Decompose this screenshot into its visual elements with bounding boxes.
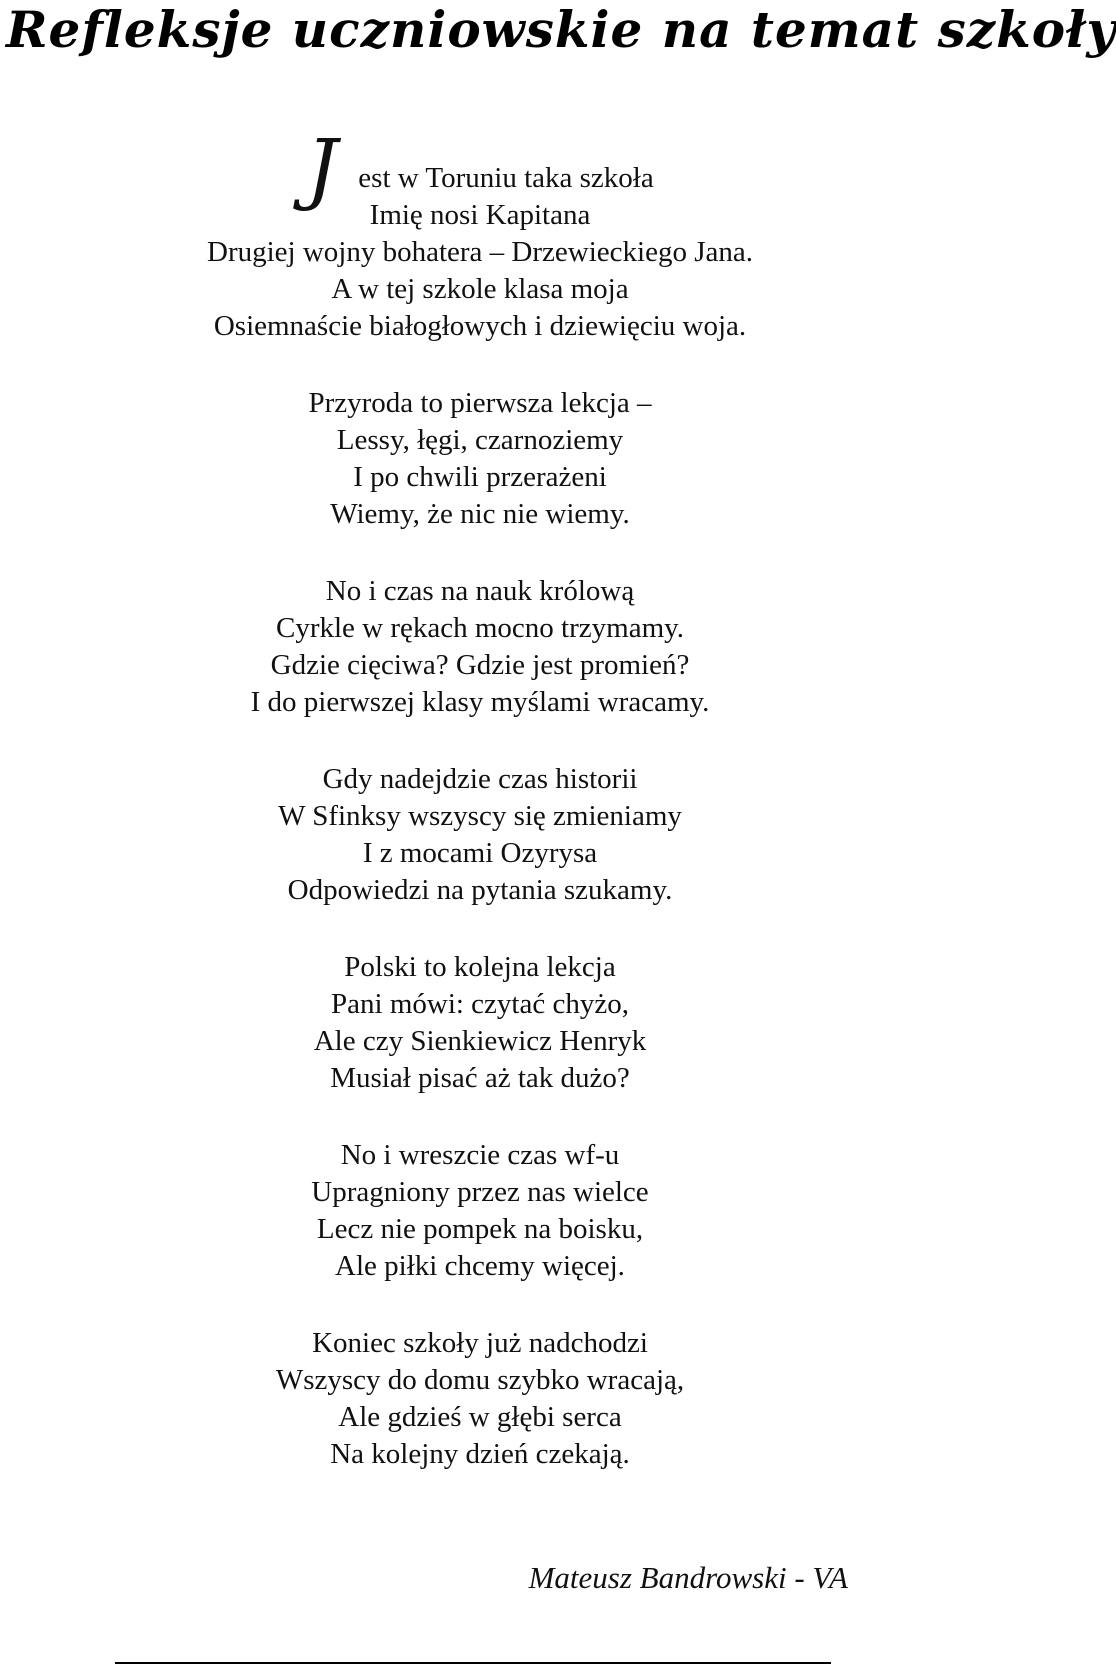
poem-line: I z mocami Ozyrysa: [362, 837, 598, 869]
poem-line: Drugiej wojny bohatera – Drzewieckiego Jana.: [207, 236, 753, 268]
stanza: [0, 385, 960, 533]
poem-line: Wiemy, że nic nie wiemy.: [330, 498, 630, 530]
poem-line: I po chwili przerażeni: [353, 461, 607, 493]
poem-line: No i czas na nauk królową: [325, 575, 635, 607]
poem-line: I do pierwszej klasy myślami wracamy.: [250, 686, 710, 718]
poem-line: Ale czy Sienkiewicz Henryk: [313, 1025, 647, 1057]
stanza: [0, 124, 960, 345]
stanza: [0, 1325, 960, 1473]
drop-cap: J: [306, 124, 338, 214]
poem-line: Przyroda to pierwsza lekcja –: [308, 387, 652, 419]
poem-line: Gdy nadejdzie czas historii: [322, 763, 638, 795]
first-line-text: est w Toruniu taka szkoła: [358, 162, 654, 194]
poem-line: Ale piłki chcemy więcej.: [335, 1250, 625, 1282]
poem: [0, 124, 960, 1473]
poem-line: W Sfinksy wszyscy się zmieniamy: [278, 800, 682, 832]
poem-line: Cyrkle w rękach mocno trzymamy.: [275, 612, 684, 644]
poem-line: Lecz nie pompek na boisku,: [316, 1213, 644, 1245]
stanza: [0, 573, 960, 721]
author-signature: Mateusz Bandrowski - VA: [528, 1560, 848, 1595]
stanza: [0, 1137, 960, 1285]
poem-line: Upragniony przez nas wielce: [311, 1176, 649, 1208]
poem-line: Polski to kolejna lekcja: [344, 951, 616, 983]
poem-first-line: [0, 124, 960, 214]
poem-line: Pani mówi: czytać chyżo,: [331, 988, 629, 1020]
poem-line: No i wreszcie czas wf-u: [340, 1139, 620, 1171]
first-line-wrapper: [306, 124, 654, 214]
poem-line: Koniec szkoły już nadchodzi: [312, 1327, 648, 1359]
poem-line: Ale gdzieś w głębi serca: [338, 1401, 622, 1433]
poem-line: Lessy, łęgi, czarnoziemy: [336, 424, 624, 456]
page-title: Refleksje uczniowskie na temat szkoły: [6, 0, 1116, 59]
poem-line: Na kolejny dzień czekają.: [330, 1438, 630, 1470]
poem-line: Osiemnaście białogłowych i dziewięciu woja.: [213, 310, 747, 342]
poem-line: Wszyscy do domu szybko wracają,: [275, 1364, 685, 1396]
footer-divider: [115, 1662, 831, 1664]
stanza: [0, 949, 960, 1097]
poem-line: Gdzie cięciwa? Gdzie jest promień?: [270, 649, 690, 681]
poem-line: Odpowiedzi na pytania szukamy.: [287, 874, 673, 906]
stanza: [0, 761, 960, 909]
poem-line: Imię nosi Kapitana: [369, 199, 591, 231]
poem-line: A w tej szkole klasa moja: [331, 273, 629, 305]
poem-line: Musiał pisać aż tak dużo?: [330, 1062, 630, 1094]
